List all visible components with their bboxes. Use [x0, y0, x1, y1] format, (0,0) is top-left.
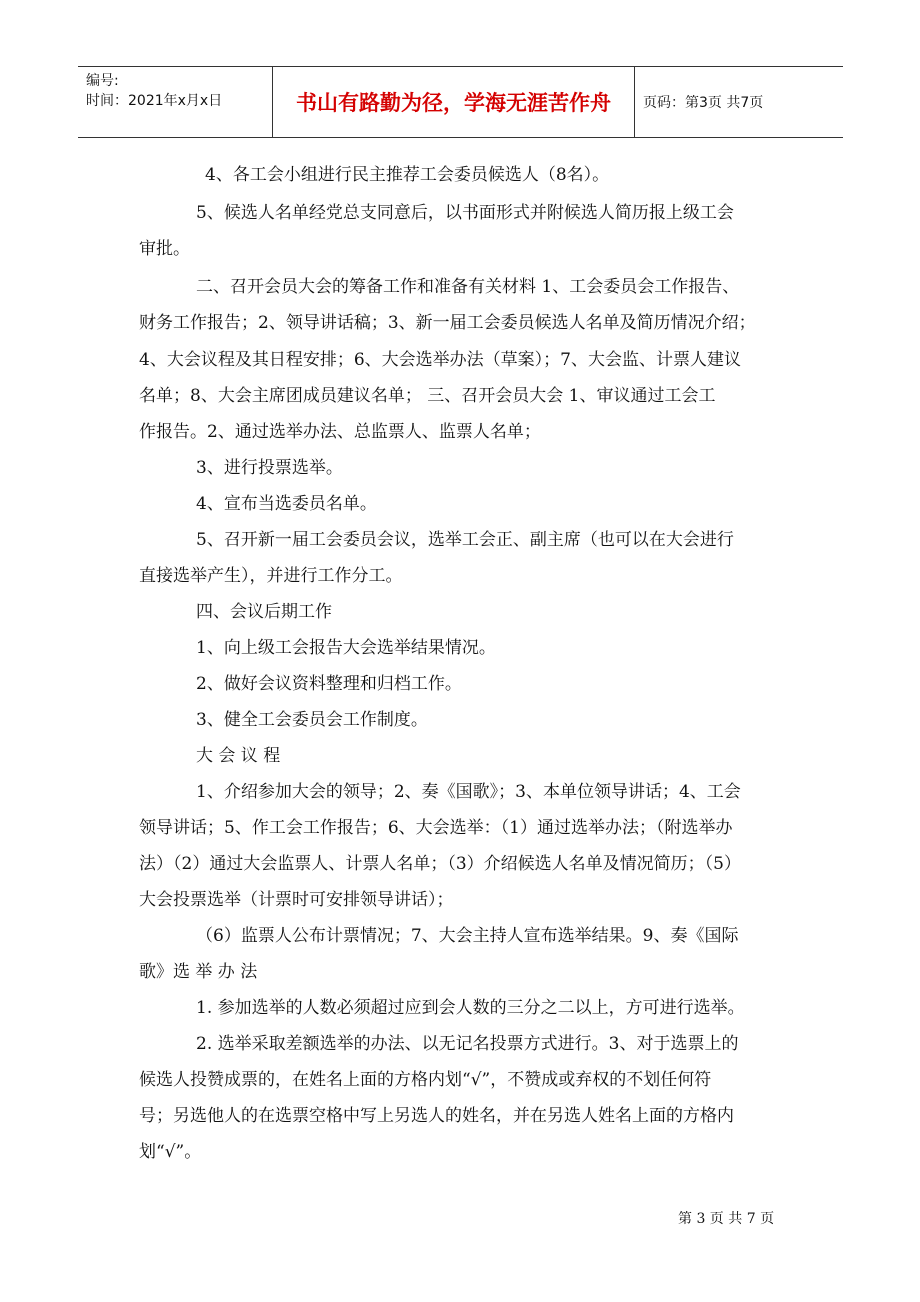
- page-header: [78, 66, 843, 138]
- body-line: 法）（2）通过大会监票人、计票人名单；（3）介绍候选人名单及情况简历；（5）: [139, 854, 741, 874]
- body-line: （6）监票人公布计票情况；7、大会主持人宣布选举结果。9、奏《国际: [196, 926, 739, 946]
- body-line: 领导讲话；5、作工会工作报告；6、大会选举：（1）通过选举办法；（附选举办: [139, 818, 733, 838]
- body-line: 5、候选人名单经党总支同意后，以书面形式并附候选人简历报上级工会: [196, 203, 734, 223]
- body-line: 二、召开会员大会的筹备工作和准备有关材料 1、工会委员会工作报告、: [196, 277, 740, 297]
- body-line: 1. 参加选举的人数必须超过应到会人数的三分之二以上，方可进行选举。: [196, 998, 745, 1018]
- body-line: 4、宣布当选委员名单。: [196, 494, 377, 514]
- body-line: 4、各工会小组进行民主推荐工会委员候选人（8名）。: [205, 165, 610, 185]
- body-line: 作报告。2、通过选举办法、总监票人、监票人名单；: [139, 422, 541, 442]
- body-line: 1、向上级工会报告大会选举结果情况。: [196, 638, 496, 658]
- date-label: 时间：2021年x月x日: [86, 93, 223, 109]
- body-line: 大会投票选举（计票时可安排领导讲话）；: [139, 890, 454, 910]
- serial-label: 编号:: [86, 73, 119, 89]
- body-line: 审批。: [139, 239, 190, 259]
- body-line: 2. 选举采取差额选举的办法、以无记名投票方式进行。3、对于选票上的: [196, 1034, 739, 1054]
- page-footer-number: 第 3 页 共 7 页: [678, 1211, 775, 1227]
- body-line: 5、召开新一届工会委员会议，选举工会正、副主席（也可以在大会进行: [196, 530, 734, 550]
- body-line: 名单；8、大会主席团成员建议名单； 三、召开会员大会 1、审议通过工会工: [139, 386, 716, 406]
- body-line: 4、大会议程及其日程安排；6、大会选举办法（草案）；7、大会监、计票人建议: [139, 350, 741, 370]
- body-line: 1、介绍参加大会的领导；2、奏《国歌》；3、本单位领导讲话；4、工会: [196, 782, 741, 802]
- body-line: 歌》选 举 办 法: [139, 962, 258, 982]
- body-line: 财务工作报告；2、领导讲话稿；3、新一届工会委员候选人名单及简历情况介绍；: [139, 313, 756, 333]
- body-line: 号；另选他人的在选票空格中写上另选人的姓名，并在另选人姓名上面的方格内: [139, 1106, 734, 1126]
- section-heading: 四、会议后期工作: [196, 602, 332, 622]
- header-meta: [78, 67, 273, 137]
- body-line: 2、做好会议资料整理和归档工作。: [196, 674, 462, 694]
- header-page-number: 页码：第3页 共7页: [643, 95, 764, 111]
- body-line: 直接选举产生），并进行工作分工。: [139, 566, 403, 586]
- header-motto: 书山有路勤为径，学海无涯苦作舟: [273, 67, 635, 137]
- body-line: 划“√”。: [139, 1142, 202, 1162]
- body-line: 3、健全工会委员会工作制度。: [196, 710, 428, 730]
- body-line: 3、进行投票选举。: [196, 458, 343, 478]
- body-line: 候选人投赞成票的，在姓名上面的方格内划“√”，不赞成或弃权的不划任何符: [139, 1070, 712, 1090]
- section-heading: 大 会 议 程: [196, 746, 281, 766]
